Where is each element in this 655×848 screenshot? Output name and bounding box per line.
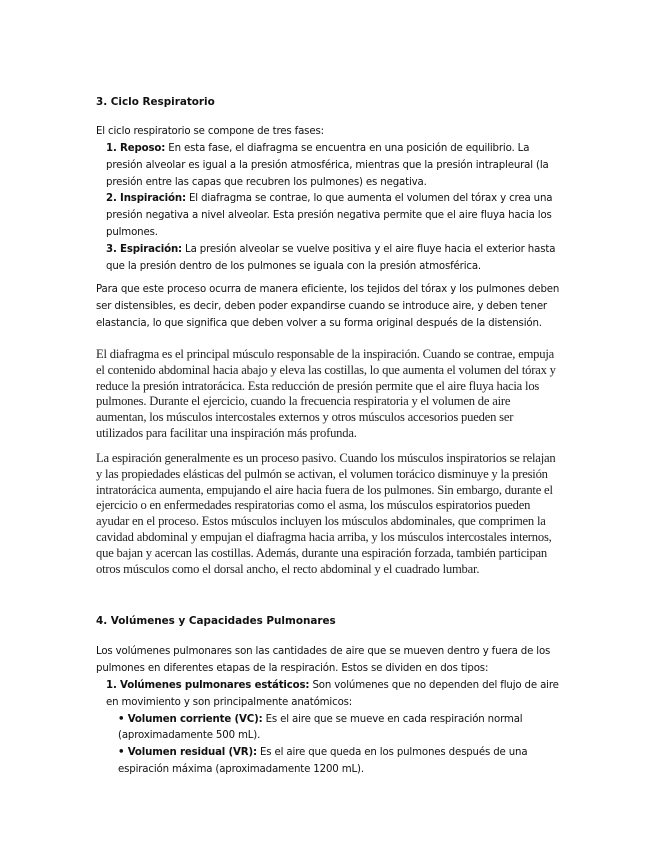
phase-item-inspiracion [96,191,560,241]
paragraph-inspiration: El diafragma es el principal músculo responsable de la inspiración. Cuando se contrae, empuja el contenido abdominal hacia abajo y eleva las costillas, lo que aumenta el volumen del tórax y reduce la presión intratorácica. Esta reducción de presión permite que el aire fluya hacia los pulmones. Durante el ejercicio, cuando la frecuencia respiratoria y el volumen de aire aumentan, los músculos intercostales externos y otros músculos accesorios pueden ser utilizados para facilitar una inspiración más profunda. [96,347,556,440]
bullet-text: Es el aire que se mueve en cada respiración normal (aproximadamente 500 mL). [118,713,523,742]
section-3-closing: Para que este proceso ocurra de manera eficiente, los tejidos del tórax y los pulmones deben ser distensibles, es decir, deben poder expandirse cuando se introduce aire, y deben tener elastancia, lo que significa que deben volver a su forma original después de la distensión. [96,284,560,329]
phase-list [96,141,560,275]
bullet-label: • Volumen corriente (VC): [118,713,263,725]
section-4-title: 4. Volúmenes y Capacidades Pulmonares [96,615,336,627]
volume-list [96,678,560,779]
phase-label: 1. Reposo: [106,143,166,154]
section-3-title: 3. Ciclo Respiratorio [96,96,215,108]
phase-text: El diafragma se contrae, lo que aumenta el volumen del tórax y crea una presión negativa a nivel alveolar. Esta presión negativa permite que el aire fluya hacia los pulmones. [106,193,553,238]
bullet-volumen-residual [96,745,560,779]
phase-item-espiracion [96,242,560,276]
phase-label: 2. Inspiración: [106,193,186,205]
bullet-volumen-corriente [96,712,560,746]
item-text: Son volúmenes que no dependen del flujo de aire en movimiento y son principalmente anatómicos: [106,680,559,708]
phase-text: En esta fase, el diafragma se encuentra en una posición de equilibrio. La presión alveolar es igual a la presión atmosférica, mientras que la presión intrapleural (la presión entre las capas que recubren los pulmones) es negativa. [106,143,549,188]
section-4-intro: Los volúmenes pulmonares son las cantidades de aire que se mueven dentro y fuera de los pulmones en diferentes etapas de la respiración. Estos se dividen en dos tipos: [96,646,551,674]
section-3-intro: El ciclo respiratorio se compone de tres fases: [96,126,324,137]
paragraph-expiration: La espiración generalmente es un proceso pasivo. Cuando los músculos inspiratorios se relajan y las propiedades elásticas del pulmón se activan, el volumen torácico disminuye y la presión intratorácica aumenta, empujando el aire hacia fuera de los pulmones. Sin embargo, durante el ejercicio o en enfermedades respiratorias como el asma, los músculos espiratorios pueden ayudar en el proceso. Estos músculos incluyen los músculos abdominales, que comprimen la cavidad abdominal y empujan el diafragma hacia arriba, y los músculos intercostales internos, que bajan y acercan las costillas. Además, durante una espiración forzada, también participan otros músculos como el dorsal ancho, el recto abdominal y el cuadrado lumbar. [96,451,556,576]
phase-item-reposo [96,141,560,191]
bullet-label: • Volumen residual (VR): [118,747,257,759]
phase-text: La presión alveolar se vuelve positiva y el aire fluye hacia el exterior hasta que la presión dentro de los pulmones se iguala con la presión atmosférica. [106,243,556,272]
static-volumes-item [96,678,560,712]
item-label: 1. Volúmenes pulmonares estáticos: [106,680,310,691]
bullet-text: Es el aire que queda en los pulmones después de una espiración máxima (aproximadamente 1200 mL). [118,747,528,775]
phase-label: 3. Espiración: [106,243,182,255]
